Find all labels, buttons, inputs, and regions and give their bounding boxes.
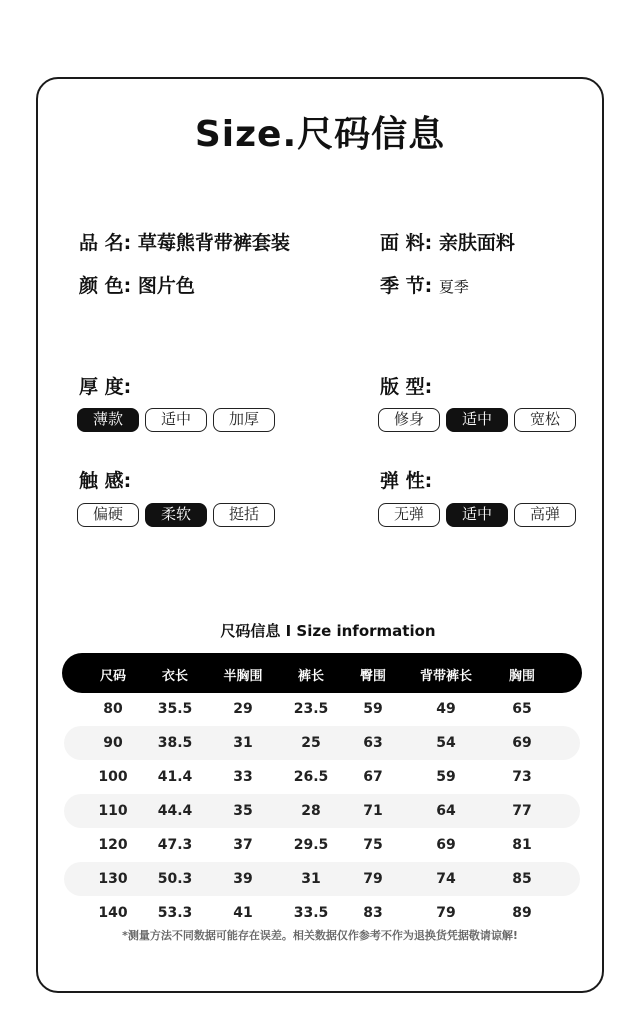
cell-chest: 89 <box>512 905 532 921</box>
thickness-options <box>77 408 275 432</box>
cell-overall-length: 79 <box>436 905 456 921</box>
cell-hip: 75 <box>363 837 383 853</box>
fit-option-regular: 适中 <box>446 408 508 432</box>
cell-top-length: 47.3 <box>157 837 193 853</box>
cell-half-chest: 33 <box>233 769 253 785</box>
touch-option-soft: 柔软 <box>145 503 207 527</box>
cell-overall-length: 54 <box>436 735 456 751</box>
cell-overall-length: 49 <box>436 701 456 717</box>
cell-top-length: 50.3 <box>157 871 193 887</box>
cell-hip: 83 <box>363 905 383 921</box>
header-half-chest: 半胸围 <box>223 669 263 684</box>
fit-options <box>378 408 576 432</box>
season-value: 夏季 <box>438 278 469 296</box>
color-label: 颜 色: <box>79 275 132 297</box>
fit-label: 版 型: <box>380 376 433 398</box>
elasticity-options <box>378 503 576 527</box>
thickness-option-medium: 适中 <box>145 408 207 432</box>
fabric-value: 亲肤面料 <box>438 232 515 254</box>
cell-top-length: 41.4 <box>157 769 193 785</box>
cell-overall-length: 69 <box>436 837 456 853</box>
header-overall-length: 背带裤长 <box>419 669 473 684</box>
size-table-header <box>62 653 582 693</box>
season-label: 季 节: <box>380 275 433 297</box>
table-row <box>64 794 580 828</box>
cell-chest: 69 <box>512 735 532 751</box>
cell-half-chest: 31 <box>233 735 253 751</box>
table-row <box>64 828 580 862</box>
cell-pants-length: 28 <box>301 803 321 819</box>
elasticity-option-none: 无弹 <box>378 503 440 527</box>
table-row <box>64 692 580 726</box>
touch-options <box>77 503 275 527</box>
table-row <box>64 726 580 760</box>
cell-pants-length: 31 <box>301 871 321 887</box>
cell-half-chest: 37 <box>233 837 253 853</box>
cell-size: 110 <box>98 803 128 819</box>
elasticity-option-medium: 适中 <box>446 503 508 527</box>
fit-option-loose: 宽松 <box>514 408 576 432</box>
product-name-row <box>79 228 290 255</box>
cell-hip: 59 <box>363 701 383 717</box>
cell-half-chest: 39 <box>233 871 253 887</box>
cell-size: 130 <box>98 871 128 887</box>
cell-chest: 81 <box>512 837 532 853</box>
cell-half-chest: 41 <box>233 905 253 921</box>
cell-hip: 63 <box>363 735 383 751</box>
product-name-value: 草莓熊背带裤套装 <box>137 232 290 254</box>
cell-half-chest: 29 <box>233 701 253 717</box>
cell-pants-length: 33.5 <box>293 905 329 921</box>
color-value: 图片色 <box>137 275 195 297</box>
cell-pants-length: 29.5 <box>293 837 329 853</box>
cell-overall-length: 74 <box>436 871 456 887</box>
product-name-label: 品 名: <box>79 232 132 254</box>
cell-pants-length: 23.5 <box>293 701 329 717</box>
elasticity-label: 弹 性: <box>380 470 433 492</box>
fabric-label: 面 料: <box>380 232 433 254</box>
cell-hip: 71 <box>363 803 383 819</box>
cell-chest: 77 <box>512 803 532 819</box>
touch-option-stiff: 偏硬 <box>77 503 139 527</box>
header-chest: 胸围 <box>508 669 536 684</box>
cell-size: 140 <box>98 905 128 921</box>
table-row <box>64 896 580 930</box>
cell-chest: 85 <box>512 871 532 887</box>
cell-pants-length: 26.5 <box>293 769 329 785</box>
cell-chest: 73 <box>512 769 532 785</box>
cell-size: 80 <box>103 701 123 717</box>
cell-half-chest: 35 <box>233 803 253 819</box>
header-pants-length: 裤长 <box>297 669 325 684</box>
cell-top-length: 38.5 <box>157 735 193 751</box>
cell-overall-length: 64 <box>436 803 456 819</box>
cell-size: 100 <box>98 769 128 785</box>
cell-overall-length: 59 <box>436 769 456 785</box>
page-title: Size.尺码信息 <box>194 114 446 155</box>
cell-pants-length: 25 <box>301 735 321 751</box>
cell-chest: 65 <box>512 701 532 717</box>
touch-label: 触 感: <box>79 470 132 492</box>
cell-size: 90 <box>103 735 123 751</box>
thickness-option-thin: 薄款 <box>77 408 139 432</box>
size-table-title: 尺码信息 I Size information <box>220 622 436 640</box>
touch-option-crisp: 挺括 <box>213 503 275 527</box>
color-row <box>79 271 195 298</box>
elasticity-option-high: 高弹 <box>514 503 576 527</box>
footnote: *测量方法不同数据可能存在误差。相关数据仅作参考不作为退换货凭据敬请谅解! <box>122 929 518 942</box>
season-row <box>380 271 469 298</box>
cell-hip: 79 <box>363 871 383 887</box>
cell-size: 120 <box>98 837 128 853</box>
table-row <box>64 862 580 896</box>
cell-top-length: 53.3 <box>157 905 193 921</box>
cell-hip: 67 <box>363 769 383 785</box>
fit-option-slim: 修身 <box>378 408 440 432</box>
header-top-length: 衣长 <box>161 669 189 684</box>
fabric-row <box>380 228 515 255</box>
cell-top-length: 44.4 <box>157 803 193 819</box>
header-size: 尺码 <box>99 669 127 684</box>
table-row <box>64 760 580 794</box>
cell-top-length: 35.5 <box>157 701 193 717</box>
thickness-option-thick: 加厚 <box>213 408 275 432</box>
header-hip: 臀围 <box>359 669 387 684</box>
thickness-label: 厚 度: <box>79 376 132 398</box>
